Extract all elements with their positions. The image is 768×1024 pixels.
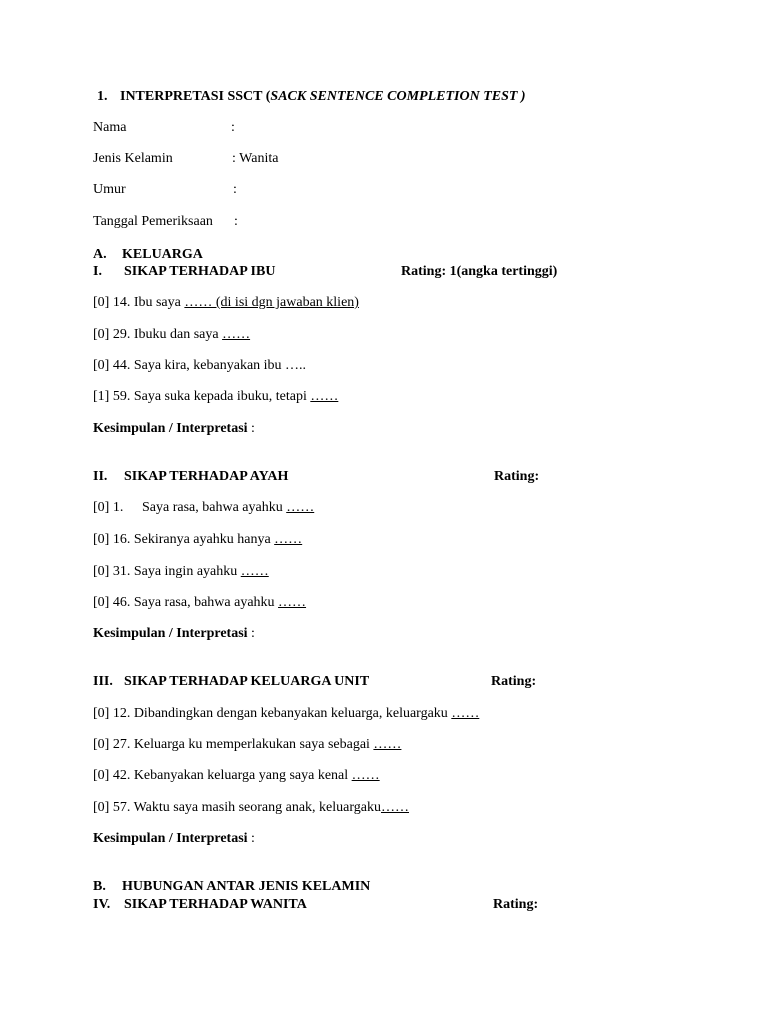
- subsection-keluarga-unit-title: SIKAP TERHADAP KELUARGA UNIT: [124, 674, 370, 689]
- item-text: [0] 42. Kebanyakan keluarga yang saya kenal: [93, 768, 352, 783]
- item-ibu-14: [93, 295, 359, 311]
- title-number: 1.: [97, 89, 108, 104]
- subsection-wanita-rating: Rating:: [493, 897, 539, 912]
- item-ibu-44: [93, 358, 306, 374]
- subsection-ibu-title: SIKAP TERHADAP IBU: [124, 264, 276, 279]
- field-nama-value: :: [231, 120, 235, 135]
- conclusion-label: Kesimpulan / Interpretasi: [93, 421, 248, 436]
- section-b-title: HUBUNGAN ANTAR JENIS KELAMIN: [122, 879, 371, 894]
- item-text: [0] 57. Waktu saya masih seorang anak, keluargaku: [93, 800, 381, 815]
- item-answer-blank: ……: [310, 389, 339, 404]
- item-text: [1] 59. Saya suka kepada ibuku, tetapi: [93, 389, 311, 404]
- field-tanggal-value: :: [234, 214, 238, 229]
- section-a-letter: A.: [93, 247, 107, 262]
- item-ayah-46: [93, 595, 306, 611]
- subsection-ibu-roman: I.: [93, 264, 102, 279]
- item-answer-blank: ……: [373, 737, 402, 752]
- item-answer-blank: ……: [351, 768, 380, 783]
- field-jenis-kelamin-label: Jenis Kelamin: [93, 151, 173, 166]
- item-answer-blank: …… (di isi dgn jawaban klien): [184, 295, 359, 310]
- subsection-wanita-heading: [93, 897, 307, 913]
- section-a-title: KELUARGA: [122, 247, 203, 262]
- title-italic: SACK SENTENCE COMPLETION TEST ): [270, 89, 526, 104]
- subsection-keluarga-unit-rating: Rating:: [491, 674, 537, 689]
- item-text: [0] 14. Ibu saya: [93, 295, 185, 310]
- subsection-keluarga-unit-heading: [93, 674, 369, 690]
- item-text: [0] 44. Saya kira, kebanyakan ibu …..: [93, 358, 307, 373]
- section-b-heading: [93, 879, 370, 895]
- item-ibu-59: [93, 389, 338, 405]
- item-text: [0] 31. Saya ingin ayahku: [93, 564, 241, 579]
- item-text: [0] 1.: [93, 500, 124, 515]
- subsection-ayah-title: SIKAP TERHADAP AYAH: [124, 469, 289, 484]
- conclusion-ibu: [93, 421, 255, 437]
- subsection-ibu-rating: Rating: 1(angka tertinggi): [401, 264, 558, 279]
- item-ayah-31: [93, 564, 269, 580]
- subsection-keluarga-unit-roman: III.: [93, 674, 113, 689]
- item-ayah-1: [93, 500, 314, 516]
- conclusion-label: Kesimpulan / Interpretasi: [93, 831, 248, 846]
- section-b-letter: B.: [93, 879, 106, 894]
- item-ibu-29: [93, 327, 250, 343]
- conclusion-ayah: [93, 626, 255, 642]
- item-ayah-16: [93, 532, 302, 548]
- item-text: [0] 12. Dibandingkan dengan kebanyakan keluarga, keluargaku: [93, 706, 452, 721]
- item-keluarga-12: [93, 706, 479, 722]
- item-keluarga-57: [93, 800, 409, 816]
- section-a-heading: [93, 247, 203, 263]
- title-prefix: INTERPRETASI SSCT (: [120, 89, 271, 104]
- conclusion-label: Kesimpulan / Interpretasi: [93, 626, 248, 641]
- field-jenis-kelamin-value: : Wanita: [232, 151, 279, 166]
- field-umur-value: :: [233, 182, 237, 197]
- conclusion-colon: :: [251, 626, 255, 641]
- subsection-ayah-rating: Rating:: [494, 469, 540, 484]
- subsection-ayah-roman: II.: [93, 469, 108, 484]
- subsection-ayah-heading: [93, 469, 288, 485]
- field-nama-label: Nama: [93, 120, 127, 135]
- field-umur-label: Umur: [93, 182, 126, 197]
- item-answer-blank: ……: [278, 595, 307, 610]
- item-answer-blank: ……: [451, 706, 480, 721]
- document-title: [97, 89, 526, 105]
- item-text: [0] 46. Saya rasa, bahwa ayahku: [93, 595, 279, 610]
- conclusion-colon: :: [251, 831, 255, 846]
- item-answer-blank: ……: [381, 800, 409, 815]
- item-answer-blank: ……: [240, 564, 269, 579]
- item-text: [0] 29. Ibuku dan saya: [93, 327, 223, 342]
- field-tanggal-label: Tanggal Pemeriksaan: [93, 214, 213, 229]
- subsection-wanita-title: SIKAP TERHADAP WANITA: [124, 897, 307, 912]
- item-keluarga-27: [93, 737, 401, 753]
- subsection-wanita-roman: IV.: [93, 897, 111, 912]
- item-answer-blank: ……: [222, 327, 251, 342]
- item-text: [0] 27. Keluarga ku memperlakukan saya sebagai: [93, 737, 374, 752]
- item-keluarga-42: [93, 768, 380, 784]
- item-text-continued: Saya rasa, bahwa ayahku: [142, 500, 287, 515]
- subsection-ibu-heading: [93, 264, 275, 280]
- item-answer-blank: ……: [286, 500, 315, 515]
- item-answer-blank: ……: [274, 532, 303, 547]
- conclusion-keluarga-unit: [93, 831, 255, 847]
- conclusion-colon: :: [251, 421, 255, 436]
- item-text: [0] 16. Sekiranya ayahku hanya: [93, 532, 275, 547]
